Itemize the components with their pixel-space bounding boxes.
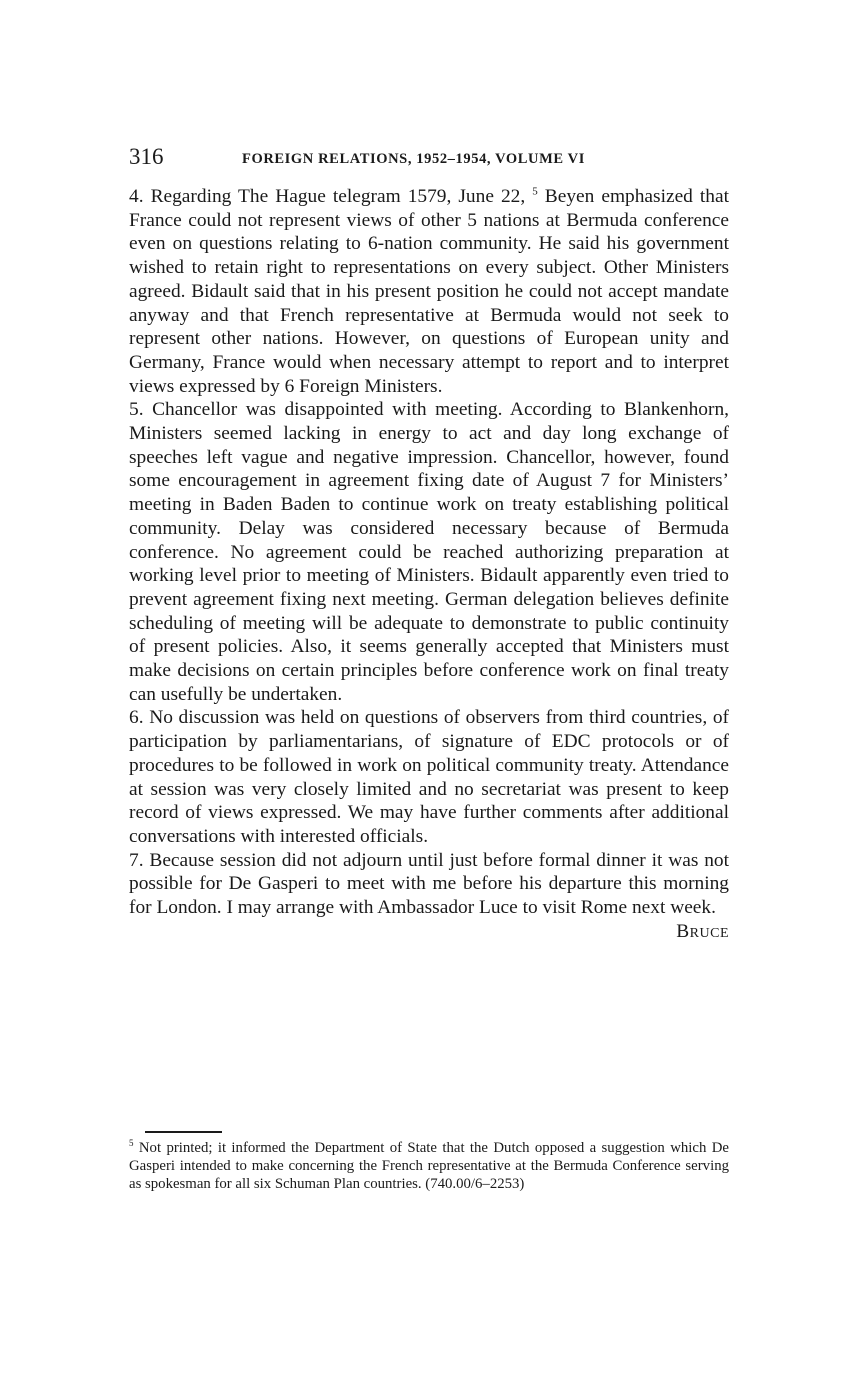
paragraph-4-text-start: 4. Regarding The Hague telegram 1579, June 22, xyxy=(129,186,526,207)
page-header xyxy=(129,143,729,173)
footnote-divider xyxy=(145,1131,222,1133)
document-body xyxy=(129,185,729,944)
paragraph-5: 5. Chancellor was disappointed with meeting. According to Blankenhorn, Ministers seemed lacking in energy to act and day long exchange of speeches left vague and negative impression. Chancellor, however, found some encouragement in agreement fixing date of August 7 for Ministers’ meeting in Baden Baden to continue work on treaty establishing political community. Delay was considered necessary because of Bermuda conference. No agreement could be reached authorizing preparation at working level prior to meeting of Ministers. Bidault apparently even tried to prevent agreement fixing next meeting. German delegation believes definite scheduling of meeting will be adequate to demonstrate to public continuity of present policies. Also, it seems generally accepted that Ministers must make decisions on certain principles before conference work on final treaty can usefully be undertaken. xyxy=(129,399,729,705)
footnote-reference: 5 xyxy=(532,185,538,198)
footnote-text: Not printed; it informed the Department of State that the Dutch opposed a suggestion which De Gasperi intended to make concerning the French representative at the Bermuda Conference serving as spokesman for all six Schuman Plan countries. (740.00/6–2253) xyxy=(129,1140,729,1193)
paragraph-4-text-end: Beyen emphasized that France could not represent views of other 5 nations at Bermuda conference even on questions relating to 6-nation community. He said his government wished to retain right to representations on every subject. Other Ministers agreed. Bidault said that in his present position he could not accept mandate anyway and that French representative at Bermuda would not seek to represent other nations. However, on questions of European unity and Germany, France would when necessary attempt to report and to interpret views expressed by 6 Foreign Ministers. xyxy=(129,186,729,397)
footnote-marker: 5 xyxy=(129,1138,134,1149)
signature: Bruce xyxy=(676,920,729,942)
paragraph-7: 7. Because session did not adjourn until just before formal dinner it was not possible for De Gasperi to meet with me before his departure this morning for London. I may arrange with Ambassador Luce to visit Rome next week. xyxy=(129,849,729,919)
paragraph-4 xyxy=(129,185,729,398)
running-head: FOREIGN RELATIONS, 1952–1954, VOLUME VI xyxy=(242,151,585,167)
paragraph-6: 6. No discussion was held on questions of observers from third countries, of participation by parliamentarians, of signature of EDC protocols or of procedures to be followed in work on political community treaty. Attendance at session was very closely limited and no secretariat was present to keep record of views expressed. We may have further comments after additional conversations with interested officials. xyxy=(129,707,729,847)
page-number: 316 xyxy=(129,144,164,169)
footnote xyxy=(129,1139,729,1194)
